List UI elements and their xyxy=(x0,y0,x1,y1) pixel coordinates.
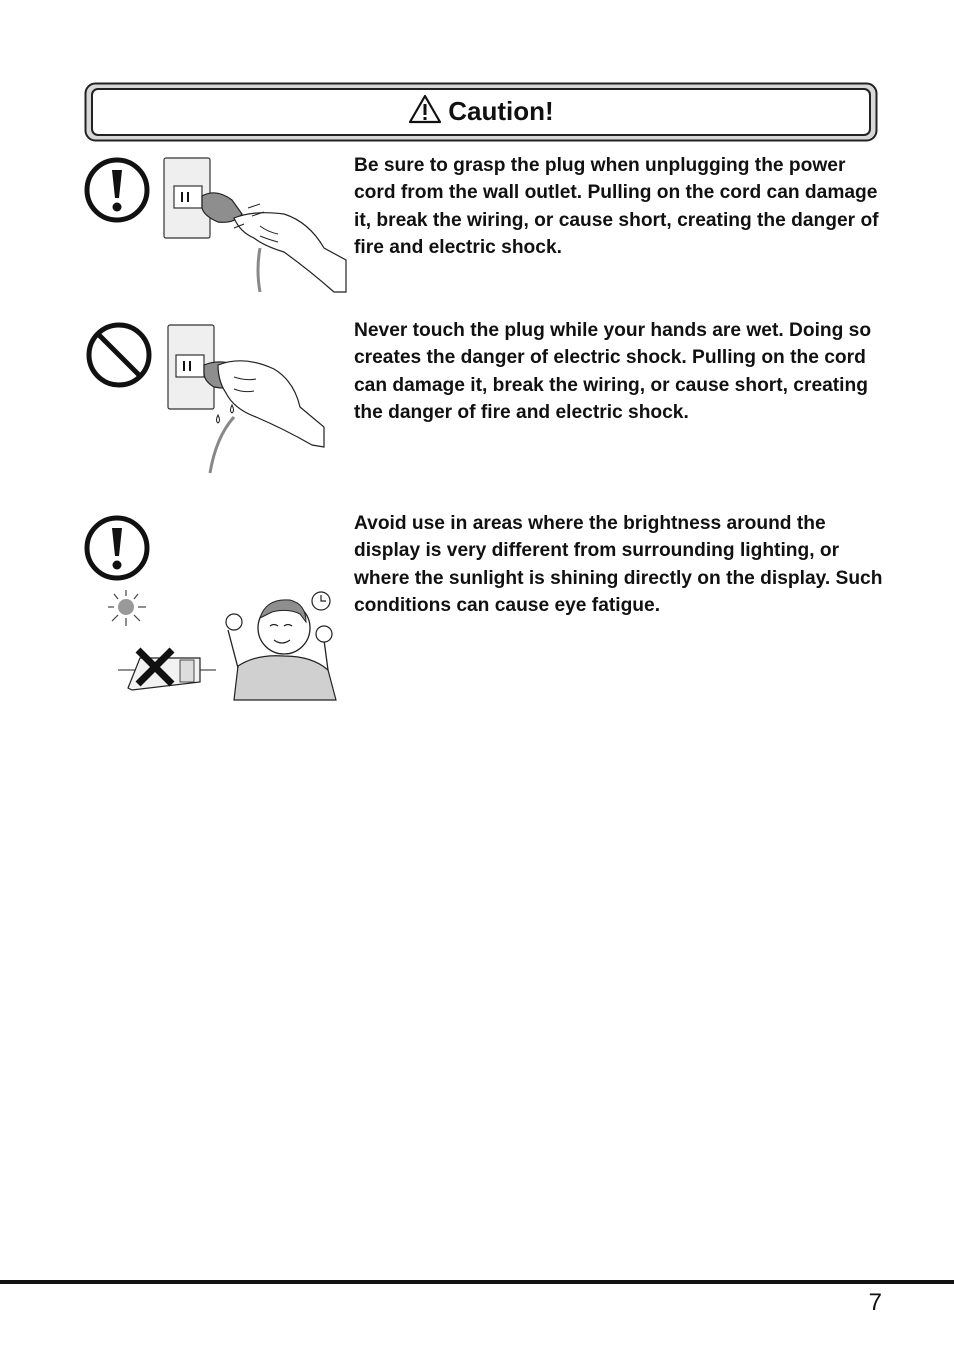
entry-2-text: Never touch the plug while your hands are wet. Doing so creates the danger of electric shock. Pulling on the cord can damage it, break the wiring, or cause short, creating the danger of fire and electric shock. xyxy=(354,320,872,423)
sun-icon xyxy=(108,590,146,626)
tired-person-image xyxy=(226,600,336,700)
prohibition-icon xyxy=(89,325,149,385)
wet-hand-on-plug-image xyxy=(168,325,324,473)
entry-2-illustration xyxy=(84,317,349,477)
entry-3-text: Avoid use in areas where the brightness around the display is very different from surrounding lighting, or where the sunlight is shining directly on the display. Such conditions can cause eye fatigue. xyxy=(354,513,883,616)
exclamation-circle-icon xyxy=(87,160,147,220)
caution-title-text: Caution! xyxy=(448,96,554,126)
entry-1-text: Be sure to grasp the plug when unplugging the power cord from the wall outlet. Pulling on the cord can damage it, break the wiring, or cause short, creating the danger of fire and electric shock. xyxy=(354,155,879,258)
entry-3-illustration xyxy=(84,510,349,705)
caution-entry-1 xyxy=(84,152,884,297)
caution-title xyxy=(84,94,878,127)
exclamation-circle-icon xyxy=(87,518,147,578)
page-number: 7 xyxy=(868,1289,882,1316)
footer-rule xyxy=(0,1280,954,1284)
clock-icon xyxy=(312,592,330,610)
hand-grasping-plug-image xyxy=(164,158,346,292)
caution-entry-2 xyxy=(84,317,884,477)
warning-triangle-icon xyxy=(408,94,442,124)
caution-entry-3 xyxy=(84,510,884,705)
display-device-image xyxy=(118,650,216,690)
entry-1-illustration xyxy=(84,152,349,297)
caution-header xyxy=(84,82,878,142)
